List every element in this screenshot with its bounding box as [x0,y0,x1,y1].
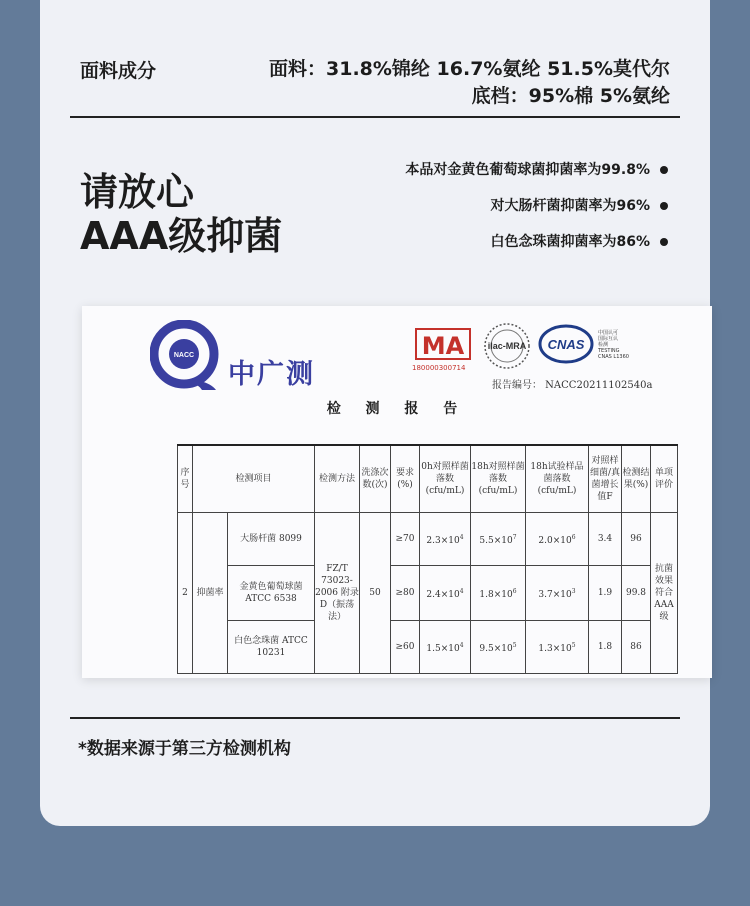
header-cell: 要求(%) [391,445,420,513]
evaluation-cell: 抗菌效果符合AAA级 [651,513,678,674]
cma-cert-icon [415,328,471,364]
svg-text:CNAS: CNAS [547,337,585,352]
c0-cell: $2.4\times 10^4$ [420,566,471,621]
header-cell: 洗涤次数(次) [360,445,391,513]
cnas-side-text: 中国认可 国际互认 检测 TESTING CNAS L1360 [598,330,629,360]
report-number: 报告编号： NACC20211102540a [492,380,653,391]
antibacterial-claims [405,158,668,266]
c18-cell: $5.5\times 10^7$ [471,513,526,566]
fabric-label: 面料成分 [80,60,157,82]
bullet-icon [660,202,668,210]
c18-cell: $1.8\times 10^6$ [471,566,526,621]
fabric-main: 面料：31.8%锦纶 16.7%氨纶 51.5%莫代尔 [269,58,670,80]
fabric-values [269,56,670,110]
svg-text:NACC: NACC [173,352,195,359]
claim-item: 白色念珠菌抑菌率为86% [405,230,668,266]
s18-cell: $1.3\times 10^5$ [526,621,589,674]
f-cell: 1.9 [589,566,622,621]
header-cell: 0h对照样菌落数(cfu/mL) [420,445,471,513]
bullet-icon [660,238,668,246]
header-cell: 检测结果(%) [622,445,651,513]
result-cell: 99.8 [622,566,651,621]
claim-item: 对大肠杆菌抑菌率为96% [405,194,668,230]
header-cell: 对照样细菌/真菌增长值F [589,445,622,513]
organism-cell: 金黄色葡萄球菌 ATCC 6538 [228,566,315,621]
header-cell: 序号 [178,445,193,513]
washes-cell: 50 [360,513,391,674]
logo-text: 中广测 [228,359,315,390]
test-report-image [82,306,712,678]
bullet-icon [660,166,668,174]
req-cell: ≥70 [391,513,420,566]
ilac-mra-icon [480,322,534,370]
s18-cell: $3.7\times 10^3$ [526,566,589,621]
svg-text:MA: MA [421,332,465,360]
divider-bottom [70,717,680,719]
content-card [40,0,710,826]
req-cell: ≥60 [391,621,420,674]
claim-item: 本品对金黄色葡萄球菌抑菌率为99.8% [405,158,668,194]
organism-cell: 白色念珠菌 ATCC 10231 [228,621,315,674]
fabric-gusset: 底档：95%棉 5%氨纶 [471,85,670,107]
table-row [178,566,678,621]
s18-cell: $2.0\times 10^6$ [526,513,589,566]
header-cell: 检测方法 [315,445,360,513]
item-cell: 抑菌率 [193,513,228,674]
f-cell: 1.8 [589,621,622,674]
report-title: 检 测 报 告 [326,401,468,417]
svg-text:ilac-MRA: ilac-MRA [487,341,527,351]
req-cell: ≥80 [391,566,420,621]
hero-line-1: 请放心 [80,170,195,214]
table-row [178,513,678,566]
header-cell: 18h对照样菌落数(cfu/mL) [471,445,526,513]
header-cell: 18h试验样品菌落数(cfu/mL) [526,445,589,513]
organism-cell: 大肠杆菌 8099 [228,513,315,566]
cnas-logo-icon [538,324,594,364]
table-header-row [178,445,678,513]
cert-number: 180000300714 [412,364,466,372]
test-results-table [177,444,678,674]
f-cell: 3.4 [589,513,622,566]
result-cell: 86 [622,621,651,674]
method-cell: FZ/T 73023-2006 附录D（振荡法） [315,513,360,674]
divider-top [70,116,680,118]
seq-cell: 2 [178,513,193,674]
header-cell: 检测项目 [193,445,315,513]
hero-heading [80,170,282,258]
c0-cell: $2.3\times 10^4$ [420,513,471,566]
hero-line-2: AAA级抑菌 [80,214,283,258]
c18-cell: $9.5\times 10^5$ [471,621,526,674]
header-cell: 单项评价 [651,445,678,513]
nacc-logo-icon [150,320,220,390]
table-row [178,621,678,674]
result-cell: 96 [622,513,651,566]
source-note: *数据来源于第三方检测机构 [78,739,291,759]
fabric-composition [80,56,670,106]
c0-cell: $1.5\times 10^4$ [420,621,471,674]
